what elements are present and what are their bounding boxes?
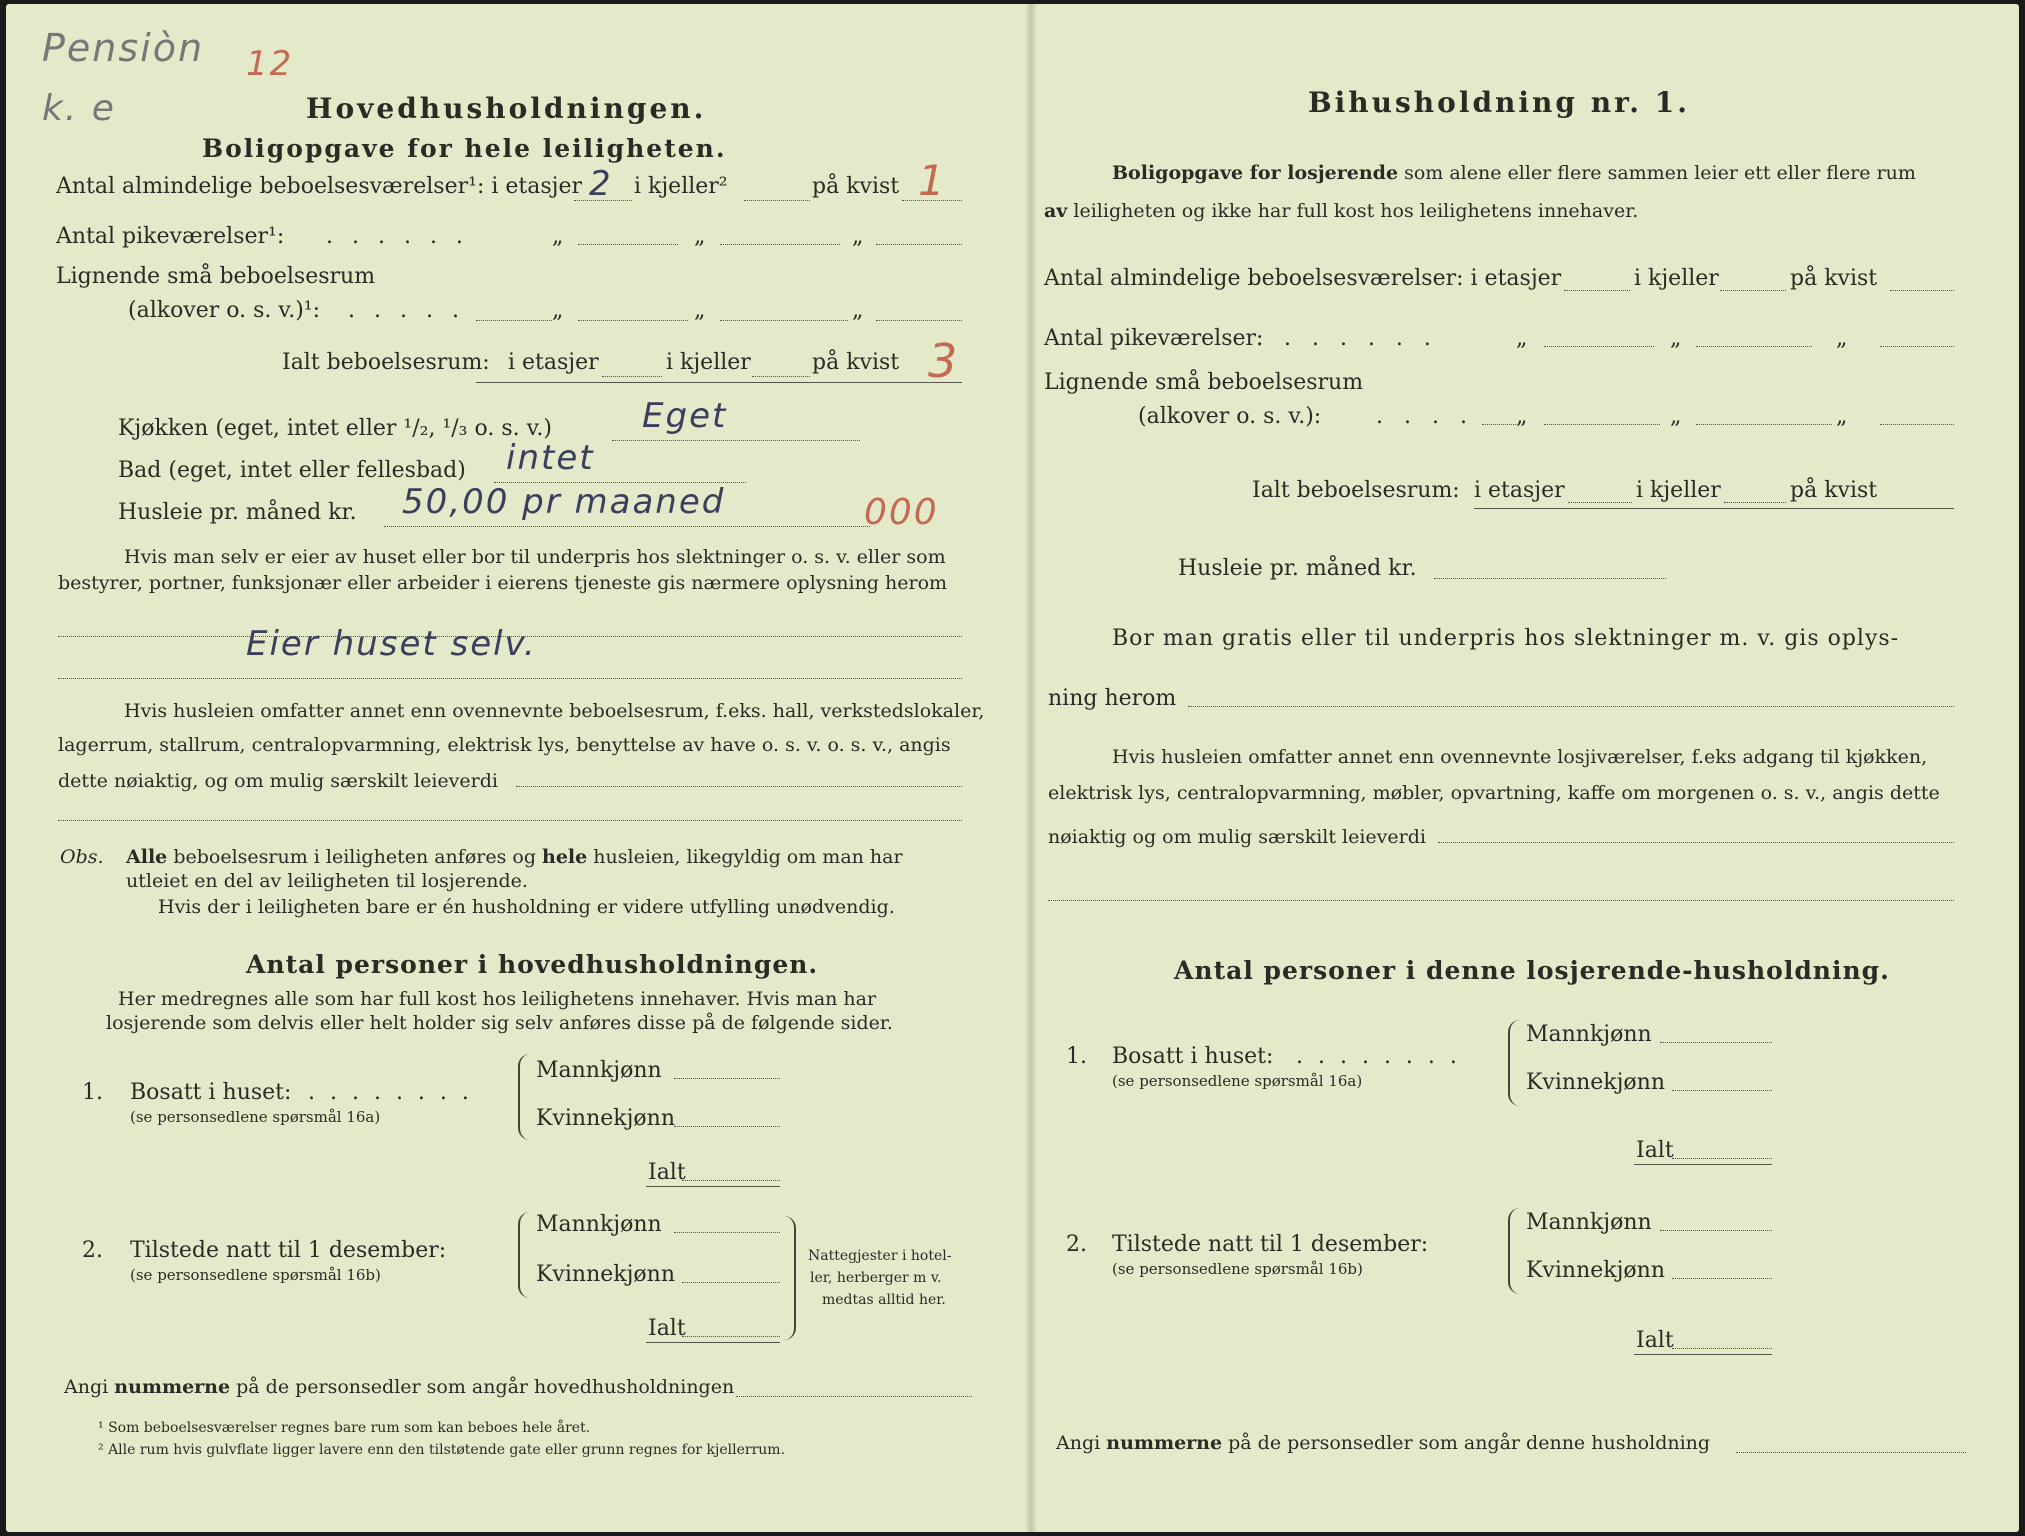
left-rooms-label: Antal almindelige beboelsesværelser¹: i etasjer: [56, 174, 583, 199]
right-small-rooms-label: Lignende små beboelsesrum: [1044, 370, 1364, 395]
handwritten-ke: k. e: [42, 88, 116, 129]
handwritten-number: 12: [246, 44, 294, 84]
handwritten-rent-value: 50,00 pr maaned: [402, 482, 726, 522]
census-form-sheet: Pensiòn 12 k. e Hovedhusholdningen. Boligopgave for hele leiligheten. Antal almindelige beboelsesværelser¹: i etasjer 2 i kjeller² på kvist 1 Antal pikeværelser¹: . . . . . . „ „ „ Lignende små beboelsesrum (alkover o. s. v.)¹: . . . . . „ „ „ Ialt beboelsesrum: i etasjer i kjeller på kvist 3 Kjøkken (eget, intet eller ¹/₂, ¹/₃ o. s. v.) Eget Bad (eget, intet eller fellesbad) intet Husleie pr. måned kr. 50,00 pr maaned 000 Hvis man selv er eier av huset eller bor til underpris hos slektninger o. s. v. eller som bestyrer, portner, funksjonær eller arbeider i eierens tjeneste gis nærmere oplysning herom Eier huset selv. Hvis husleien omfatter annet enn ovennevnte beboelsesrum, f.eks. hall, verkstedslokaler, lagerrum, stallrum, centralopvarmning, elektrisk lys, benyttelse av have o. s. v. o. s. v., angis dette nøiaktig, og om mulig særskilt leieverdi Obs. Alle beboelsesrum i leiligheten anføres og hele husleien, likegyldig om man har utleiet en del av leiligheten til losjerende. Hvis der i leiligheten bare er én husholdning er videre utfylling unødvendig. Antal personer i hovedhusholdningen. Her medregnes alle som har full kost hos leilighetens innehaver. Hvis man har losjerende som delvis eller helt holder sig selv anføres disse på de følgende sider. 1. Bosatt i huset: . . . . . . . . (se personsedlene spørsmål 16a) Mannkjønn Kvinnekjønn Ialt 2. Tilstede natt til 1 desember: (se personsedlene spørsmål 16b) Mannkjønn Kvinnekjønn Ialt Nattegjester i hotel- ler, herberger m v. medtas alltid her. Angi nummerne på de personsedler som angår hovedhusholdningen ¹ Som beboelsesværelser regnes bare rum som kan beboes hele året. ² Alle rum hvis gulvflate ligger lavere enn den tilstøtende gate eller grunn regnes for kjellerrum. Bihusholdning nr. 1. Boligopgave for losjerende som alene eller flere sammen leier ett eller flere rum av leiligheten og ikke har full kost hos leilighetens innehaver. Antal almindelige beboelsesværelser: i etasjer i kjeller på kvist Antal pikeværelser: . . . . . . . „ „ „ Lignende små beboelsesrum (alkover o. s. v.): . . . . „ „ „ Ialt beboelsesrum: i etasjer i kjeller på kvist Husleie pr. måned kr. Bor man gratis eller til underpris hos slektninger m. v. gis oplys- ning herom Hvis husleien omfatter annet enn ovennevnte losjiværelser, f.eks adgang til kjøkken, elektrisk lys, centralopvarmning, møbler, opvartning, kaffe om morgenen o. s. v., angis dette nøiaktig og om mulig særskilt leieverdi Antal personer i denne losjerende-husholdning. 1. Bosatt i huset: . . . . . . . . (se personsedlene spørsmål 16a) Mannkjønn Kvinnekjønn Ialt 2. Tilstede natt til 1 desember: (se personsedlene spørsmål 16b) Mannkjønn Kvinnekjønn Ialt Angi nummerne på de personsedler som angår denne husholdning: [6, 4, 2019, 1532]
left-subtitle: Boligopgave for hele leiligheten.: [202, 134, 727, 163]
handwritten-etasjer-value: 2: [589, 164, 613, 204]
bath-label: Bad (eget, intet eller fellesbad): [118, 458, 466, 483]
left-q2-label: Tilstede natt til 1 desember:: [130, 1238, 447, 1263]
handwritten-bath-value: intet: [506, 438, 595, 478]
right-rooms-label: Antal almindelige beboelsesværelser: i etasjer: [1044, 266, 1562, 291]
right-rent-label: Husleie pr. måned kr.: [1178, 556, 1417, 581]
handwritten-owner-note: Eier huset selv.: [246, 624, 537, 664]
right-q2-label: Tilstede natt til 1 desember:: [1112, 1232, 1429, 1257]
left-small-rooms-label: Lignende små beboelsesrum: [56, 264, 376, 289]
right-q1-label: Bosatt i huset:: [1112, 1044, 1274, 1069]
center-fold: [1026, 4, 1036, 1532]
right-persons-title: Antal personer i denne losjerende-husholdning.: [1174, 956, 1890, 985]
left-total-rooms-label: Ialt beboelsesrum:: [282, 350, 490, 375]
left-rooms-kjeller: i kjeller²: [634, 174, 728, 199]
left-title: Hovedhusholdningen.: [306, 92, 707, 125]
handwritten-kitchen-value: Eget: [642, 396, 728, 436]
left-rooms-kvist: på kvist: [812, 174, 900, 199]
kitchen-label: Kjøkken (eget, intet eller ¹/₂, ¹/₃ o. s. v.): [118, 416, 552, 441]
left-maid-rooms-label: Antal pikeværelser¹:: [56, 224, 285, 249]
handwritten-total-value: 3: [928, 334, 960, 388]
handwritten-pension: Pensiòn: [42, 26, 205, 70]
right-maid-rooms-label: Antal pikeværelser:: [1044, 326, 1264, 351]
right-title: Bihusholdning nr. 1.: [1308, 86, 1690, 119]
handwritten-kvist-value: 1: [918, 156, 947, 205]
left-persons-title: Antal personer i hovedhusholdningen.: [246, 950, 819, 979]
handwritten-rent-mark: 000: [864, 492, 939, 533]
rent-label: Husleie pr. måned kr.: [118, 500, 357, 525]
left-q1-label: Bosatt i huset:: [130, 1080, 292, 1105]
right-total-rooms-label: Ialt beboelsesrum:: [1252, 478, 1460, 503]
